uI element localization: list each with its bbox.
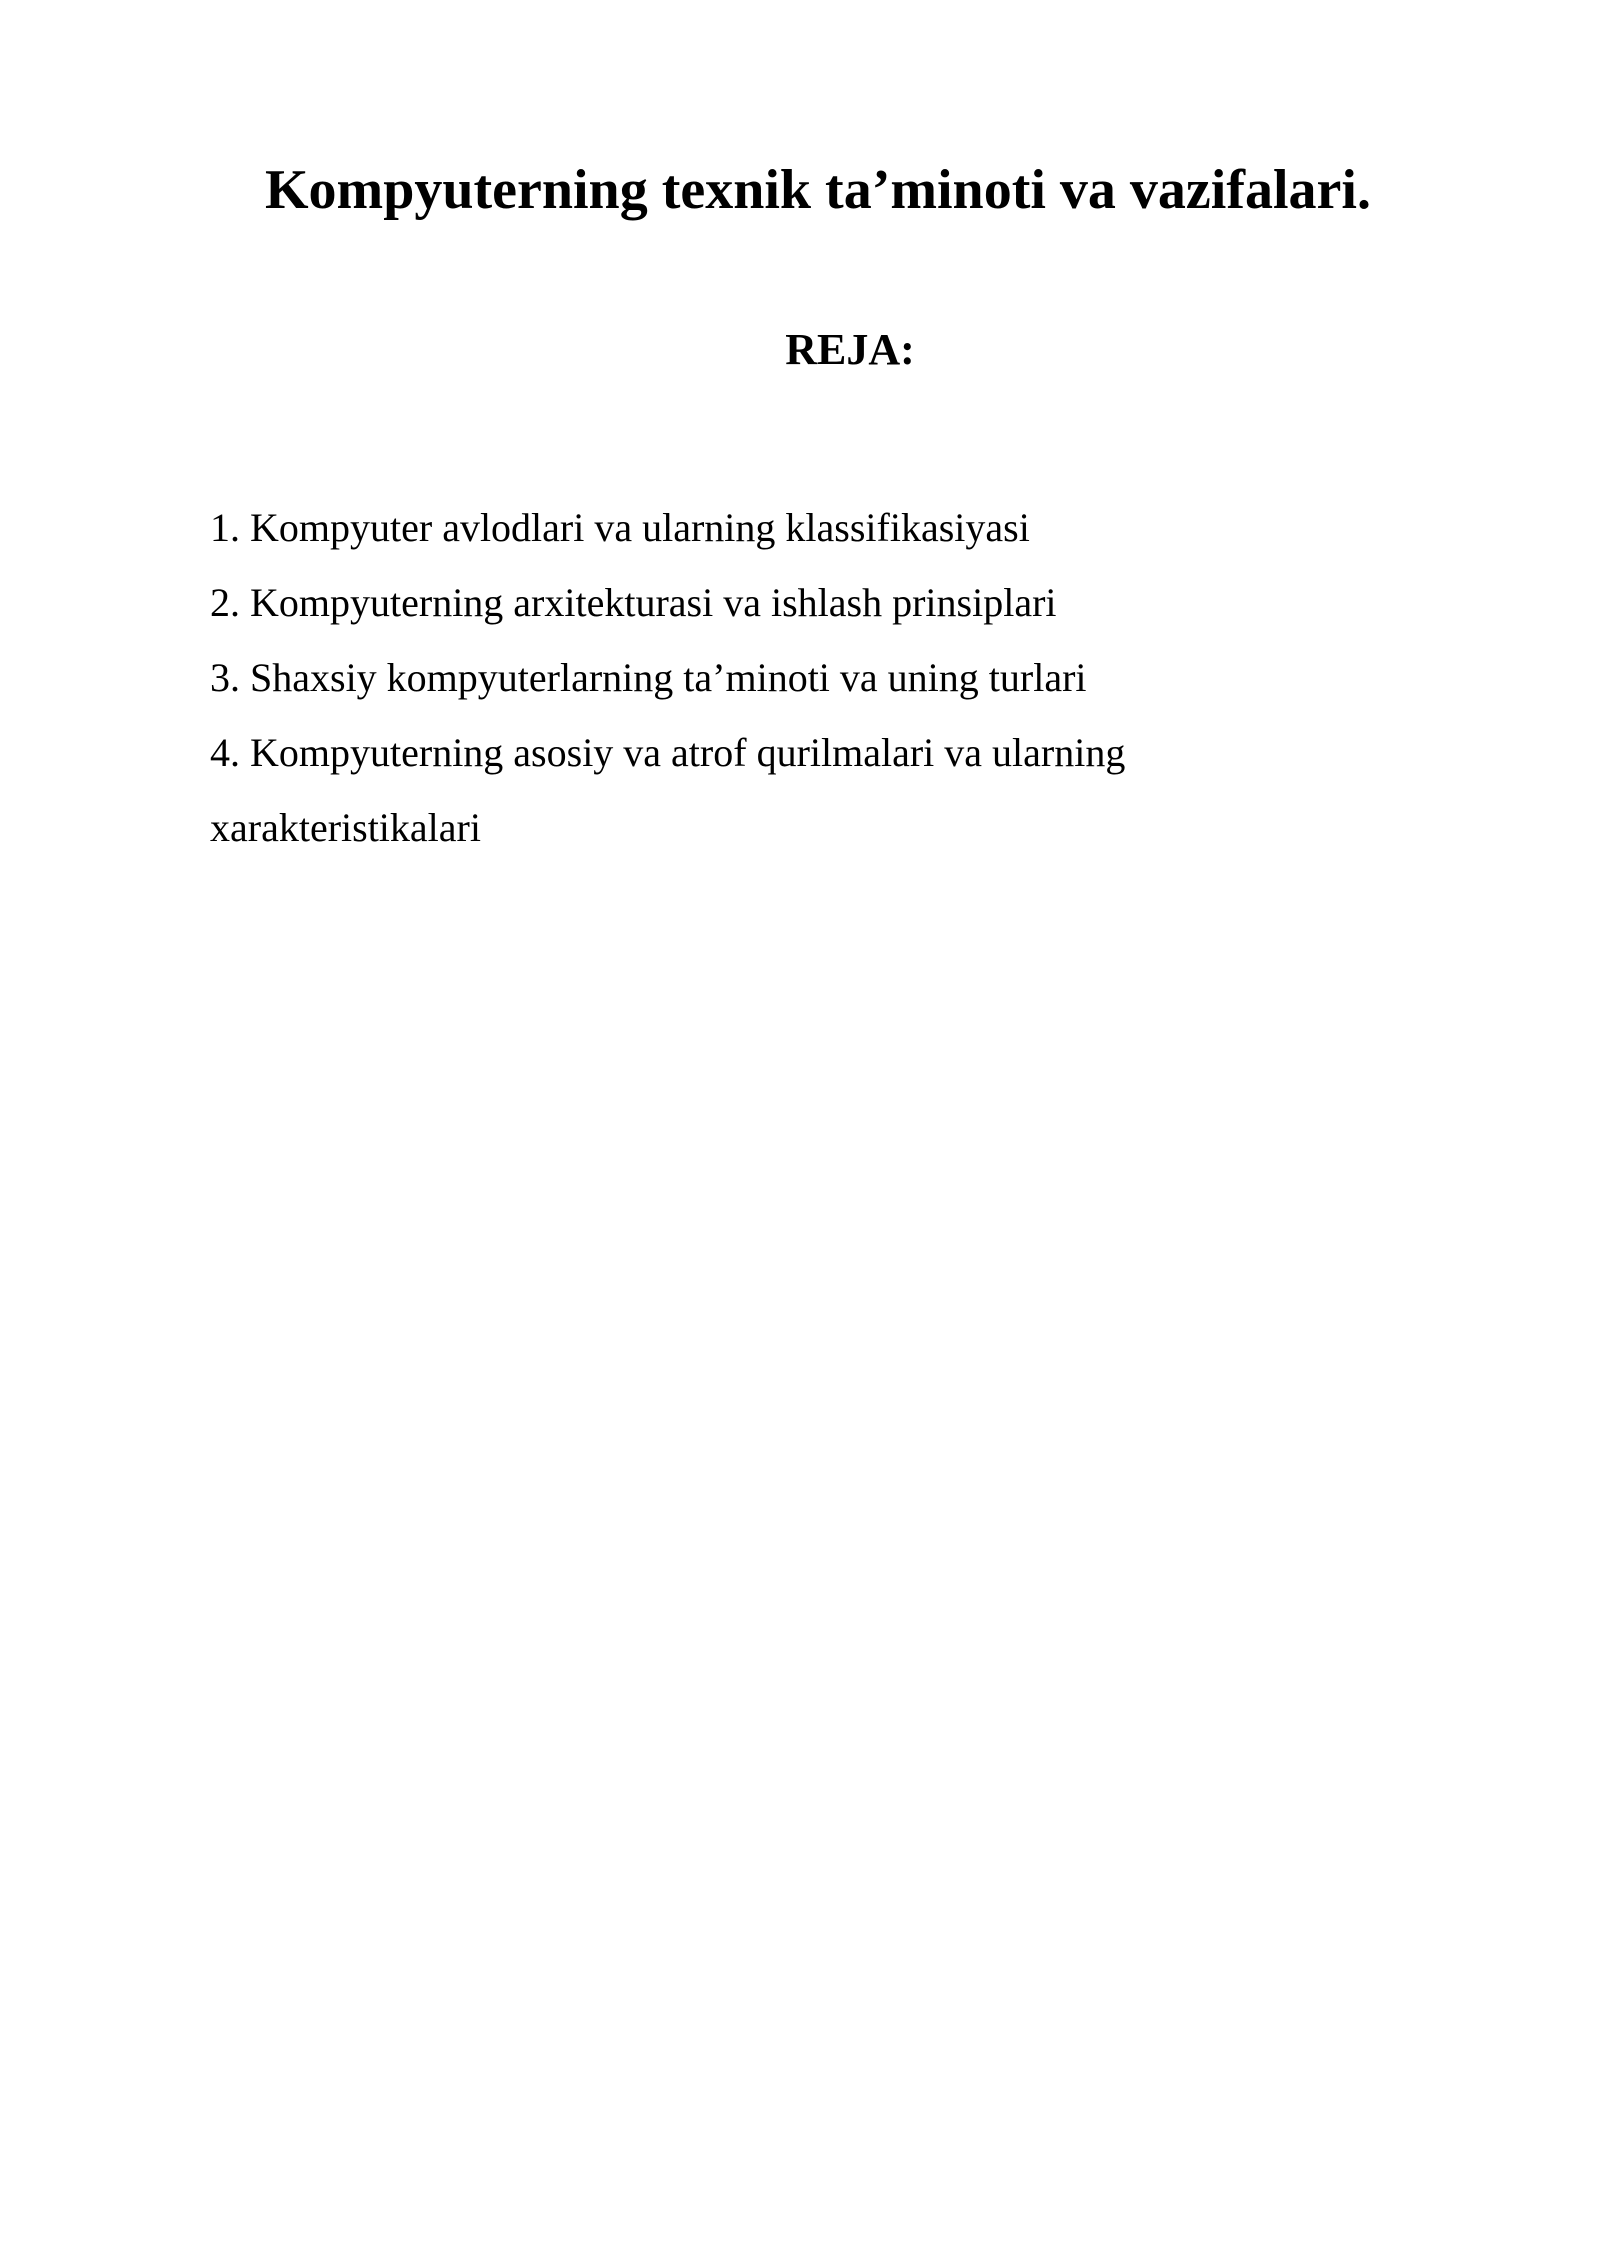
plan-heading: REJA: [785,325,915,374]
document-title: Kompyuterning texnik ta’minoti va vazifalari. [265,159,1371,221]
plan-list [210,490,1310,865]
plan-item-1: 1. Kompyuter avlodlari va ularning klassifikasiyasi [210,505,1030,550]
plan-item-2: 2. Kompyuterning arxitekturasi va ishlash prinsiplari [210,580,1057,625]
plan-item-3: 3. Shaxsiy kompyuterlarning ta’minoti va uning turlari [210,655,1087,700]
plan-item-4-continuation: xarakteristikalari [210,805,481,850]
plan-item-4: 4. Kompyuterning asosiy va atrof qurilmalari va ularning [210,730,1126,775]
